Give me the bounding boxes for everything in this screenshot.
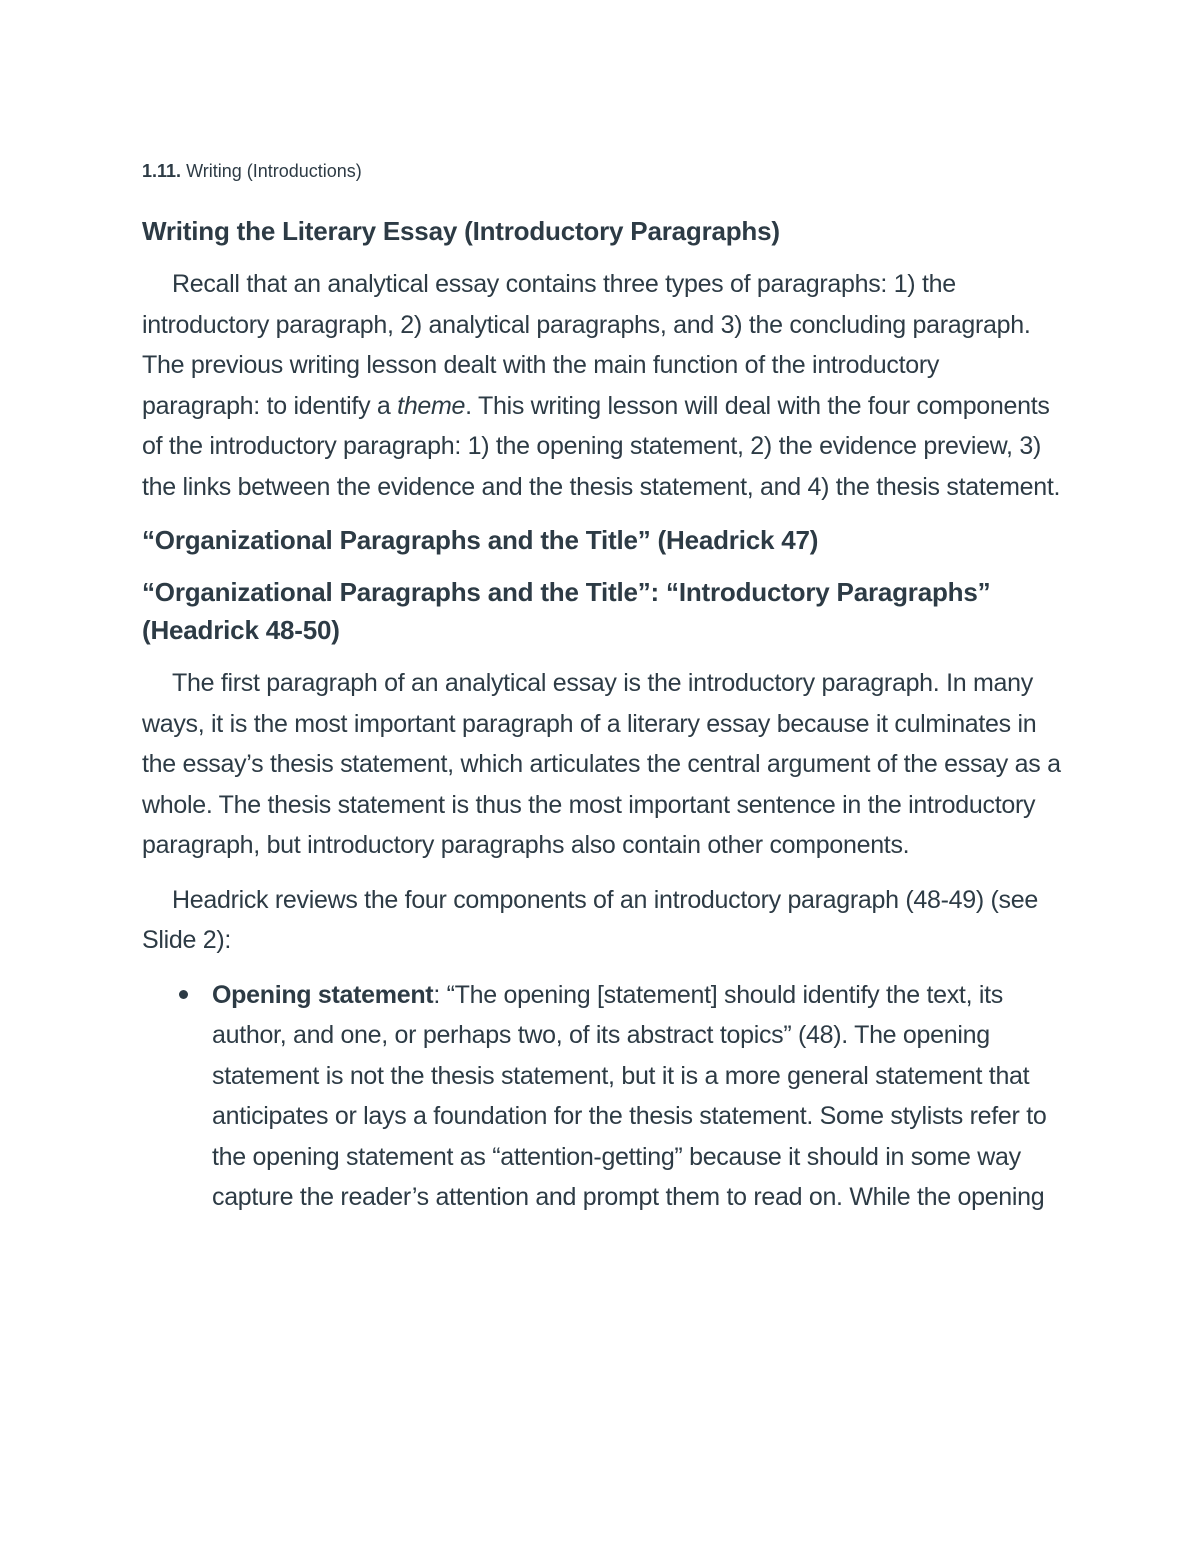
components-list xyxy=(142,975,1062,1218)
bullet-icon xyxy=(179,990,188,999)
list-item-text: : “The opening [statement] should identify the text, its author, and one, or perhaps two, of its abstract topics” (48). The opening statement is not the thesis statement, but it is a more general statement that anticipates or lays a foundation for the thesis statement. Some stylists refer to the opening statement as “attention-getting” because it should in some way capture the reader’s attention and prompt them to read on. While the opening xyxy=(212,980,1047,1211)
list-item-term: Opening statement xyxy=(212,980,434,1009)
reference-heading-2: “Organizational Paragraphs and the Title”: “Introductory Paragraphs” (Headrick 48-50) xyxy=(142,577,991,645)
document-content xyxy=(142,150,1062,1218)
paragraph-components: Headrick reviews the four components of an introductory paragraph (48-49) (see Slide 2): xyxy=(142,885,1038,954)
list-item xyxy=(212,975,1062,1218)
paragraph-intro xyxy=(142,264,1062,507)
section-number: 1.11. xyxy=(142,161,182,181)
main-heading: Writing the Literary Essay (Introductory Paragraphs) xyxy=(142,216,780,246)
paragraph-intro-emphasis: theme xyxy=(397,391,466,420)
paragraph-first-paragraph: The first paragraph of an analytical essay is the introductory paragraph. In many ways, it is the most important paragraph of a literary essay because it culminates in the essay’s thesis statement, which articulates the central argument of the essay as a whole. The thesis statement is thus the most important sentence in the introductory paragraph, but introductory paragraphs also contain other components. xyxy=(142,669,1061,859)
paragraph-intro-part-b: . This writing lesson will deal with the four components of the introductory paragraph: 1) the opening statement, 2) the evidence preview, 3) the links between the evidence and the thesis statement, and 4) the thesis statement. xyxy=(142,391,1061,501)
section-title: Writing (Introductions) xyxy=(186,161,362,181)
paragraph-intro-part-a: Recall that an analytical essay contains three types of paragraphs: 1) the introductory paragraph, 2) analytical paragraphs, and 3) the concluding paragraph. The previous writing lesson dealt with the main function of the introductory paragraph: to identify a xyxy=(142,270,1031,420)
reference-heading-1: “Organizational Paragraphs and the Title” (Headrick 47) xyxy=(142,525,819,555)
section-label xyxy=(142,158,1062,184)
